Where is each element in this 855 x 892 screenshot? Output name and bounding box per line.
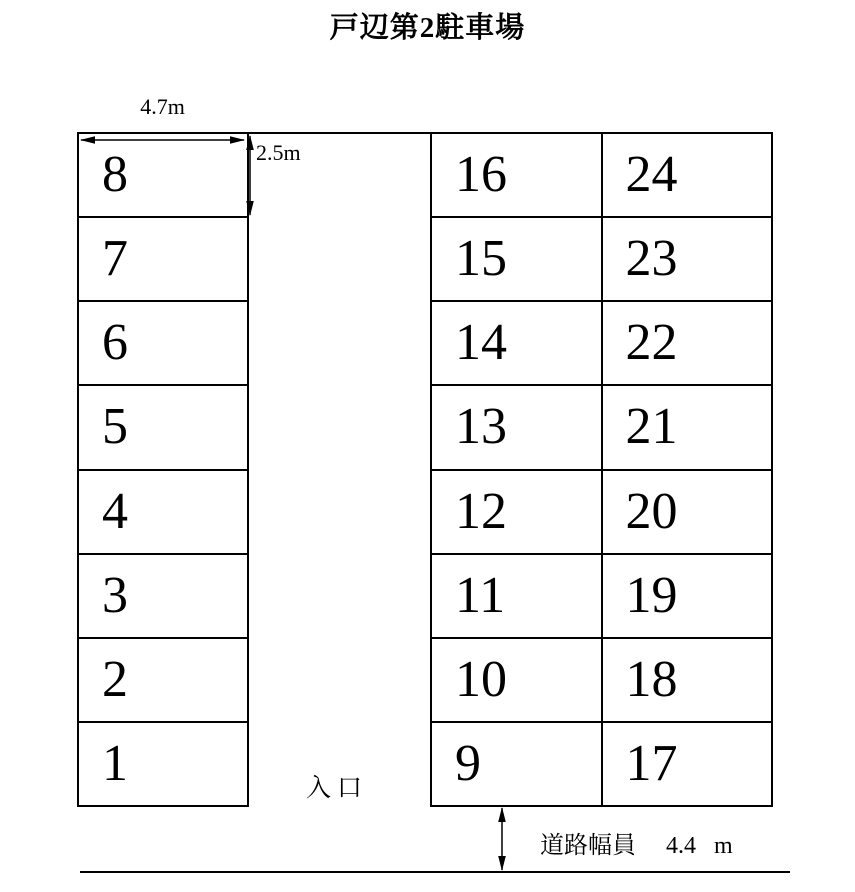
parking-space-number: 9	[455, 734, 481, 792]
parking-space-number: 23	[625, 230, 678, 288]
parking-space	[79, 216, 247, 300]
parking-columns-right-block	[430, 132, 773, 807]
parking-space	[603, 216, 772, 300]
parking-column-right	[601, 134, 772, 805]
parking-space-number: 7	[102, 230, 128, 288]
parking-space	[432, 300, 601, 384]
parking-space	[432, 553, 601, 637]
road-edge-line	[80, 871, 790, 873]
parking-space-number: 17	[625, 734, 678, 792]
entrance-label: 入口	[306, 775, 369, 802]
parking-space-number: 19	[625, 566, 678, 624]
road-width-label	[540, 825, 733, 860]
parking-space-number: 4	[102, 482, 128, 540]
road-width-value: 4.4 m	[666, 833, 733, 859]
parking-space	[79, 553, 247, 637]
parking-space	[432, 721, 601, 805]
parking-space-number: 15	[455, 230, 507, 288]
parking-space-number: 13	[455, 398, 507, 456]
parking-space	[603, 553, 772, 637]
space-height-dimension-label: 2.5m	[256, 140, 301, 165]
parking-space	[603, 637, 772, 721]
parking-space	[603, 469, 772, 553]
parking-space-number: 5	[102, 398, 128, 456]
parking-space-number: 3	[102, 566, 128, 624]
parking-space	[79, 134, 247, 216]
road-width-label-text: 道路幅員	[540, 833, 636, 859]
parking-space-number: 21	[625, 398, 678, 456]
parking-space-number: 12	[455, 482, 507, 540]
parking-space	[79, 721, 247, 805]
parking-space-number: 16	[455, 146, 507, 204]
parking-space-number: 2	[102, 650, 128, 708]
parking-space	[603, 384, 772, 468]
parking-space	[79, 469, 247, 553]
parking-space	[79, 637, 247, 721]
parking-space	[603, 134, 772, 216]
parking-space-number: 1	[102, 734, 128, 792]
parking-space-number: 14	[455, 314, 507, 372]
page-title: 戸辺第2駐車場	[329, 12, 526, 44]
parking-space-number: 22	[625, 314, 678, 372]
parking-space-number: 10	[455, 650, 507, 708]
parking-space-number: 20	[625, 482, 678, 540]
parking-space-number: 6	[102, 314, 128, 372]
parking-space	[79, 300, 247, 384]
parking-space	[432, 637, 601, 721]
parking-space	[432, 469, 601, 553]
parking-space-number: 18	[625, 650, 678, 708]
space-width-dimension-label: 4.7m	[140, 94, 185, 119]
parking-space-number: 24	[625, 146, 678, 204]
parking-space	[79, 384, 247, 468]
parking-column-middle	[432, 134, 601, 805]
parking-space	[432, 384, 601, 468]
parking-space	[432, 134, 601, 216]
parking-space	[603, 300, 772, 384]
parking-column-left	[77, 132, 249, 807]
parking-space	[432, 216, 601, 300]
parking-space	[603, 721, 772, 805]
parking-space-number: 8	[102, 146, 128, 204]
road-width-arrow	[495, 806, 509, 872]
parking-space-number: 11	[455, 566, 506, 624]
